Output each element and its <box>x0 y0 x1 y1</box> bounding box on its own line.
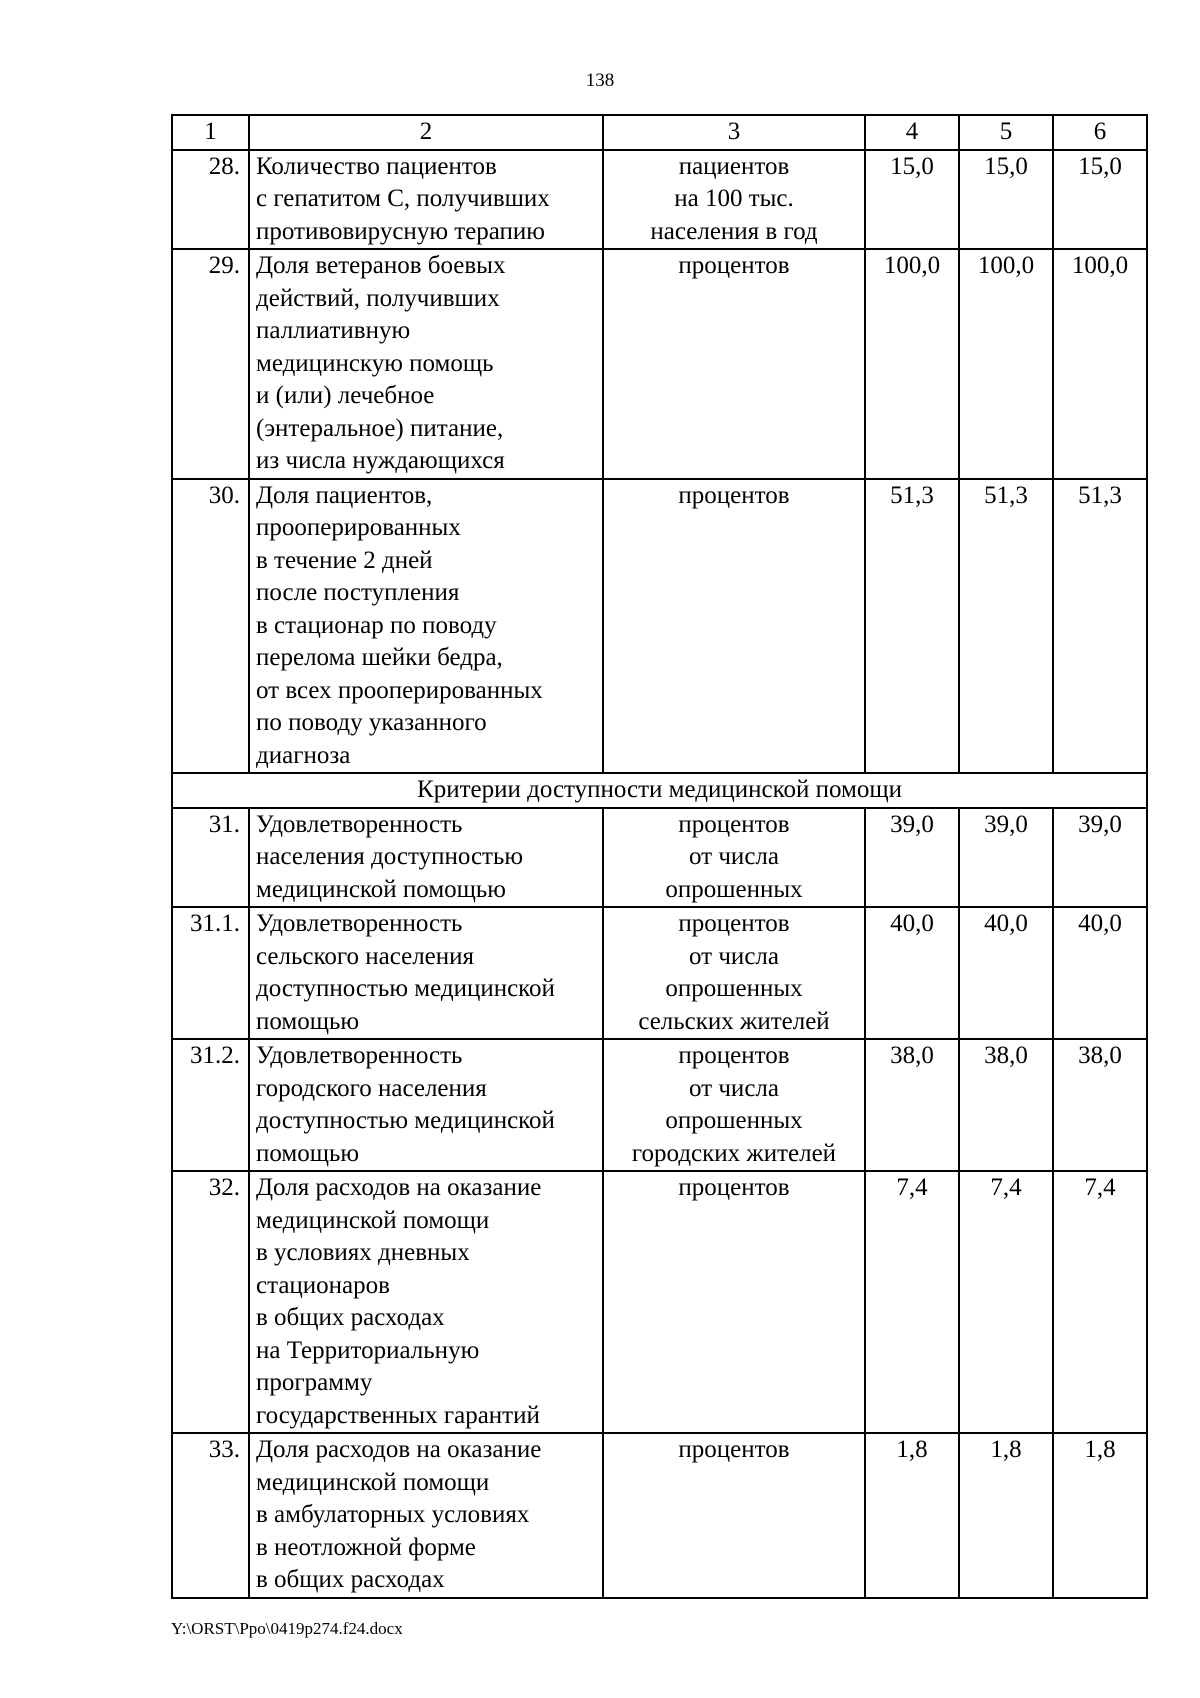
unit-of-measure: процентов <box>603 479 865 774</box>
table-row <box>172 249 1147 479</box>
value-col-5: 100,0 <box>959 249 1053 479</box>
header-cell: 6 <box>1053 115 1147 150</box>
unit-of-measure: процентов от числа опрошенных <box>603 808 865 908</box>
value-col-6: 7,4 <box>1053 1171 1147 1433</box>
row-number: 29. <box>172 249 249 479</box>
unit-of-measure: процентов <box>603 249 865 479</box>
indicator-name: Доля пациентов, прооперированных в течение 2 дней после поступления в стационар по поводу перелома шейки бедра, от всех прооперированных по поводу указанного диагноза <box>249 479 603 774</box>
row-number: 30. <box>172 479 249 774</box>
value-col-6: 1,8 <box>1053 1433 1147 1598</box>
section-heading: Критерии доступности медицинской помощи <box>172 773 1147 808</box>
row-number: 31.1. <box>172 907 249 1039</box>
page-number: 138 <box>585 70 615 91</box>
value-col-5: 38,0 <box>959 1039 1053 1171</box>
indicator-name: Доля ветеранов боевых действий, получивших паллиативную медицинскую помощь и (или) лечебное (энтеральное) питание, из числа нуждающихся <box>249 249 603 479</box>
value-col-6: 100,0 <box>1053 249 1147 479</box>
header-cell: 3 <box>603 115 865 150</box>
unit-of-measure: процентов <box>603 1433 865 1598</box>
row-number: 33. <box>172 1433 249 1598</box>
unit-of-measure: процентов от числа опрошенных городских жителей <box>603 1039 865 1171</box>
indicator-name: Удовлетворенность городского населения доступностью медицинской помощью <box>249 1039 603 1171</box>
indicator-name: Доля расходов на оказание медицинской помощи в амбулаторных условиях в неотложной форме в общих расходах <box>249 1433 603 1598</box>
table-header-row <box>172 115 1147 150</box>
value-col-5: 40,0 <box>959 907 1053 1039</box>
table-row <box>172 150 1147 250</box>
table-row <box>172 479 1147 774</box>
unit-of-measure: процентов <box>603 1171 865 1433</box>
table-row <box>172 1433 1147 1598</box>
value-col-4: 40,0 <box>865 907 959 1039</box>
table-row <box>172 1039 1147 1171</box>
table-row <box>172 907 1147 1039</box>
header-cell: 4 <box>865 115 959 150</box>
indicator-name: Удовлетворенность населения доступностью медицинской помощью <box>249 808 603 908</box>
header-cell: 1 <box>172 115 249 150</box>
value-col-4: 39,0 <box>865 808 959 908</box>
value-col-5: 51,3 <box>959 479 1053 774</box>
footer-file-path: Y:\ORST\Ppo\0419p274.f24.docx <box>171 1619 403 1638</box>
header-cell: 2 <box>249 115 603 150</box>
row-number: 31. <box>172 808 249 908</box>
value-col-4: 1,8 <box>865 1433 959 1598</box>
value-col-4: 100,0 <box>865 249 959 479</box>
value-col-5: 1,8 <box>959 1433 1053 1598</box>
value-col-5: 39,0 <box>959 808 1053 908</box>
value-col-4: 51,3 <box>865 479 959 774</box>
unit-of-measure: процентов от числа опрошенных сельских жителей <box>603 907 865 1039</box>
indicator-name: Количество пациентов с гепатитом С, получивших противовирусную терапию <box>249 150 603 250</box>
value-col-6: 51,3 <box>1053 479 1147 774</box>
table-row <box>172 1171 1147 1433</box>
header-cell: 5 <box>959 115 1053 150</box>
value-col-6: 15,0 <box>1053 150 1147 250</box>
row-number: 32. <box>172 1171 249 1433</box>
table-row <box>172 808 1147 908</box>
value-col-6: 40,0 <box>1053 907 1147 1039</box>
indicator-name: Доля расходов на оказание медицинской помощи в условиях дневных стационаров в общих расходах на Территориальную программу государственных гарантий <box>249 1171 603 1433</box>
value-col-6: 39,0 <box>1053 808 1147 908</box>
row-number: 31.2. <box>172 1039 249 1171</box>
indicators-table <box>171 114 1148 1599</box>
value-col-6: 38,0 <box>1053 1039 1147 1171</box>
value-col-4: 7,4 <box>865 1171 959 1433</box>
value-col-5: 15,0 <box>959 150 1053 250</box>
value-col-4: 15,0 <box>865 150 959 250</box>
value-col-5: 7,4 <box>959 1171 1053 1433</box>
row-number: 28. <box>172 150 249 250</box>
indicator-name: Удовлетворенность сельского населения доступностью медицинской помощью <box>249 907 603 1039</box>
section-heading-row <box>172 773 1147 808</box>
value-col-4: 38,0 <box>865 1039 959 1171</box>
unit-of-measure: пациентов на 100 тыс. населения в год <box>603 150 865 250</box>
